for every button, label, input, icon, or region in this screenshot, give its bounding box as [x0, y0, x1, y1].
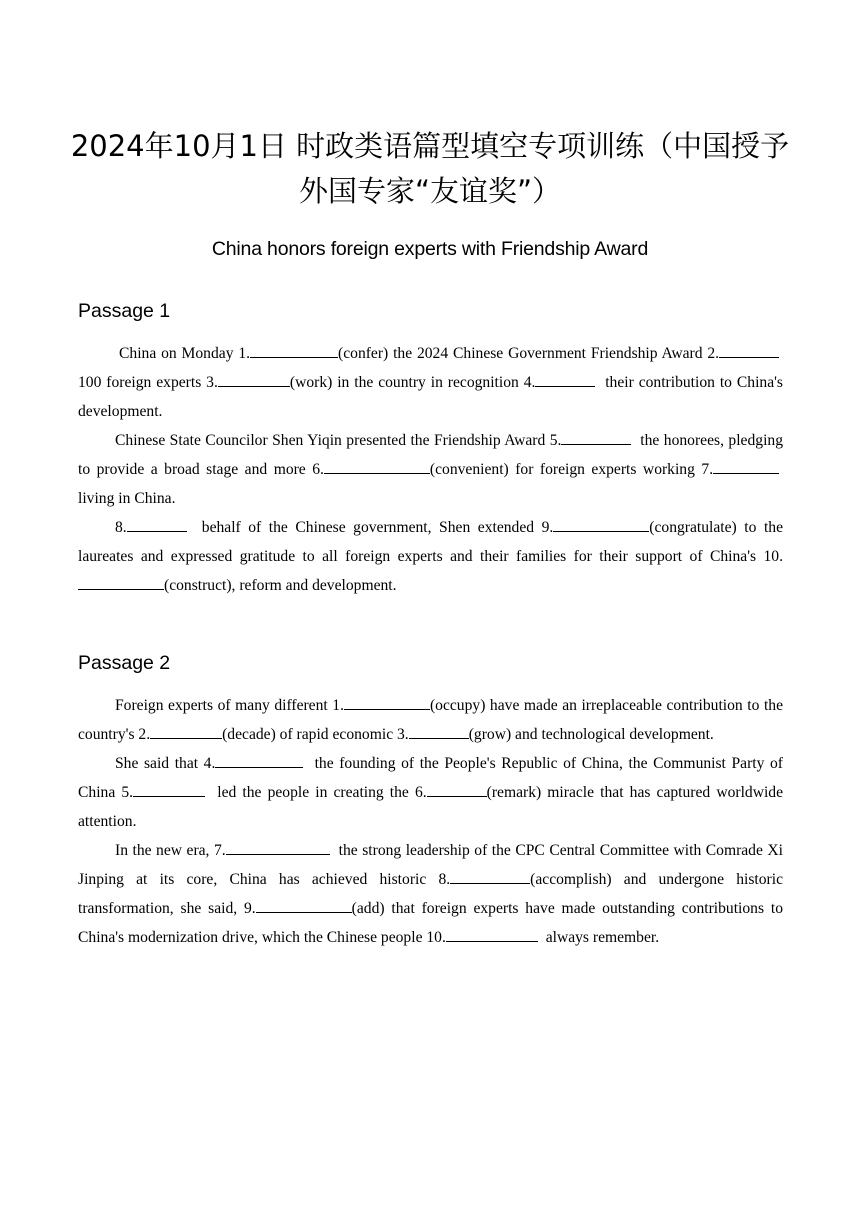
answer-blank[interactable]	[78, 574, 164, 590]
paragraph-text: behalf of the Chinese government, Shen extended 9.	[186, 519, 554, 536]
answer-blank[interactable]	[561, 429, 631, 445]
paragraph	[78, 836, 783, 952]
answer-blank[interactable]	[719, 342, 779, 358]
answer-blank[interactable]	[150, 723, 222, 739]
paragraph-text: (add) that foreign experts have made outstanding contributions to China's modernization drive, which the Chinese people 10.	[78, 900, 783, 946]
paragraph-text: the honorees, pledging to provide a broad stage and more 6.	[78, 432, 783, 478]
answer-blank[interactable]	[535, 371, 595, 387]
answer-blank[interactable]	[215, 752, 303, 768]
answer-blank[interactable]	[409, 723, 469, 739]
paragraph	[78, 749, 783, 836]
paragraph-text: 100 foreign experts 3.	[78, 345, 783, 391]
paragraph-text: the founding of the People's Republic of China, the Communist Party of China 5.	[78, 755, 783, 801]
page-title: 2024年10月1日 时政类语篇型填空专项训练（中国授予外国专家“友谊奖”）	[70, 129, 790, 208]
answer-blank[interactable]	[553, 516, 649, 532]
paragraph-text: (construct), reform and development.	[164, 577, 397, 594]
answer-blank[interactable]	[127, 516, 187, 532]
paragraph-text: China on Monday 1.	[119, 345, 251, 362]
article-subtitle: China honors foreign experts with Friendship Award	[211, 238, 649, 260]
paragraph	[78, 691, 783, 749]
paragraph-text: (work) in the country in recognition 4.	[289, 374, 536, 391]
answer-blank[interactable]	[250, 342, 338, 358]
passage-2-heading: Passage 2	[78, 652, 171, 674]
paragraph-text: She said that 4.	[115, 755, 216, 772]
paragraph-text: (confer) the 2024 Chinese Government Friendship Award 2.	[338, 345, 720, 362]
passage-1-heading: Passage 1	[78, 300, 171, 322]
answer-blank[interactable]	[713, 458, 779, 474]
answer-blank[interactable]	[133, 781, 205, 797]
answer-blank[interactable]	[450, 868, 530, 884]
answer-blank[interactable]	[324, 458, 430, 474]
answer-blank[interactable]	[446, 926, 538, 942]
answer-blank[interactable]	[427, 781, 487, 797]
paragraph-text: (decade) of rapid economic 3.	[222, 726, 409, 743]
passage-1-body	[78, 339, 783, 600]
paragraph-text: their contribution to China's development.	[78, 374, 783, 420]
paragraph-text: In the new era, 7.	[115, 842, 226, 859]
paragraph-text: (accomplish) and undergone historic transformation, she said, 9.	[78, 871, 784, 917]
paragraph-text: living in China.	[78, 461, 783, 507]
paragraph	[78, 513, 783, 600]
paragraph-text: 8.	[115, 519, 127, 536]
paragraph-text: Chinese State Councilor Shen Yiqin presented the Friendship Award 5.	[115, 432, 562, 449]
paragraph	[78, 426, 783, 513]
paragraph-text: always remember.	[537, 929, 660, 946]
paragraph	[78, 339, 783, 426]
paragraph-text: the strong leadership of the CPC Central Committee with Comrade Xi Jinping at its core, China has achieved historic 8.	[78, 842, 783, 888]
paragraph-text: (grow) and technological development.	[468, 726, 714, 743]
paragraph-text: (remark) miracle that has captured worldwide attention.	[78, 784, 784, 830]
answer-blank[interactable]	[226, 839, 330, 855]
paragraph-text: (occupy) have made an irreplaceable contribution to the country's 2.	[78, 697, 783, 743]
answer-blank[interactable]	[256, 897, 352, 913]
answer-blank[interactable]	[344, 694, 430, 710]
passage-2-body	[78, 691, 783, 952]
paragraph-text: (convenient) for foreign experts working 7.	[429, 461, 714, 478]
paragraph-text: Foreign experts of many different 1.	[115, 697, 344, 714]
paragraph-text: led the people in creating the 6.	[205, 784, 427, 801]
paragraph-text: (congratulate) to the laureates and expressed gratitude to all foreign experts and their families for their support of China's 10.	[78, 519, 783, 565]
answer-blank[interactable]	[218, 371, 290, 387]
